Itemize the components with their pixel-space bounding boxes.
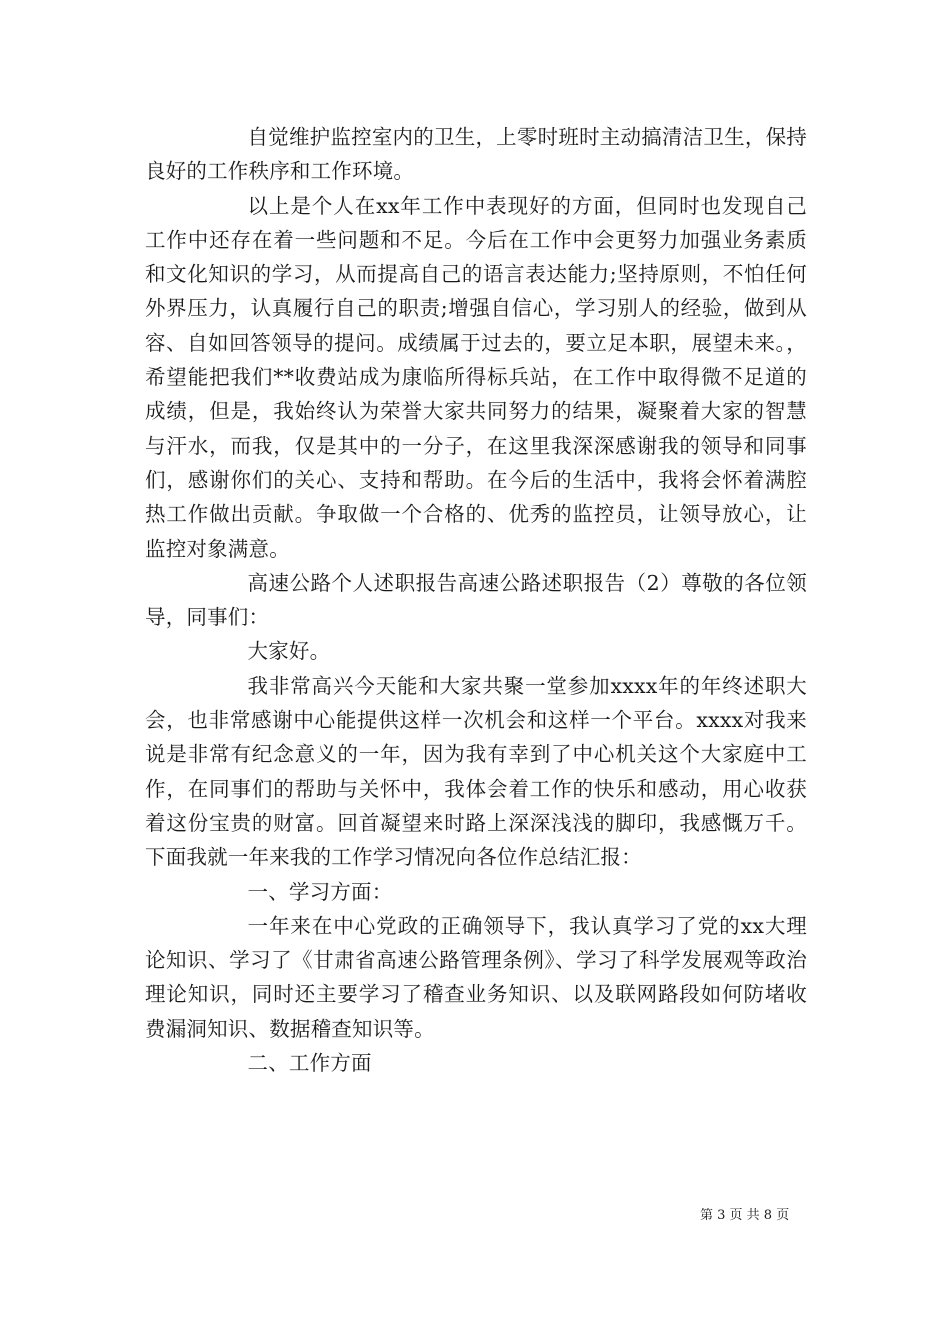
paragraph-self-assessment: 以上是个人在xx年工作中表现好的方面，但同时也发现自己工作中还存在着一些问题和不足。今后在工作中会更努力加强业务素质和文化知识的学习，从而提高自己的语言表达能力;坚持原则，不怕任何外界压力，认真履行自己的职责;增强自信心，学习别人的经验，做到从容、自如回答领导的提问。成绩属于过去的，要立足本职，展望未来。，希望能把我们**收费站成为康临所得标兵站，在工作中取得微不足道的成绩，但是，我始终认为荣誉大家共同努力的结果，凝聚着大家的智慧与汗水，而我，仅是其中的一分子，在这里我深深感谢我的领导和同事们，感谢你们的关心、支持和帮助。在今后的生活中，我将会怀着满腔热工作做出贡献。争取做一个合格的、优秀的监控员，让领导放心，让监控对象满意。	[145, 193, 807, 561]
paragraph-greeting: 大家好。	[247, 639, 331, 664]
paragraph-hygiene: 自觉维护监控室内的卫生，上零时班时主动搞清洁卫生，保持良好的工作秩序和工作环境。	[145, 125, 807, 184]
section-heading-work: 二、工作方面	[247, 1051, 372, 1076]
document-body	[145, 120, 807, 1080]
section-heading-study: 一、学习方面：	[247, 879, 393, 904]
paragraph-report-title: 高速公路个人述职报告高速公路述职报告（2）尊敬的各位领导，同事们：	[145, 570, 807, 630]
paragraph-study: 一年来在中心党政的正确领导下，我认真学习了党的xx大理论知识、学习了《甘肃省高速公路管理条例》、学习了科学发展观等政治理论知识，同时还主要学习了稽查业务知识、以及联网路段如何防堵收费漏洞知识、数据稽查知识等。	[145, 913, 807, 1041]
page-number-footer: 第 3 页 共 8 页	[700, 1208, 790, 1223]
paragraph-introduction: 我非常高兴今天能和大家共聚一堂参加xxxx年的年终述职大会，也非常感谢中心能提供这样一次机会和这样一个平台。xxxx对我来说是非常有纪念意义的一年，因为我有幸到了中心机关这个大家庭中工作，在同事们的帮助与关怀中，我体会着工作的快乐和感动，用心收获着这份宝贵的财富。回首凝望来时路上深深浅浅的脚印，我感慨万千。下面我就一年来我的工作学习情况向各位作总结汇报：	[145, 673, 807, 870]
